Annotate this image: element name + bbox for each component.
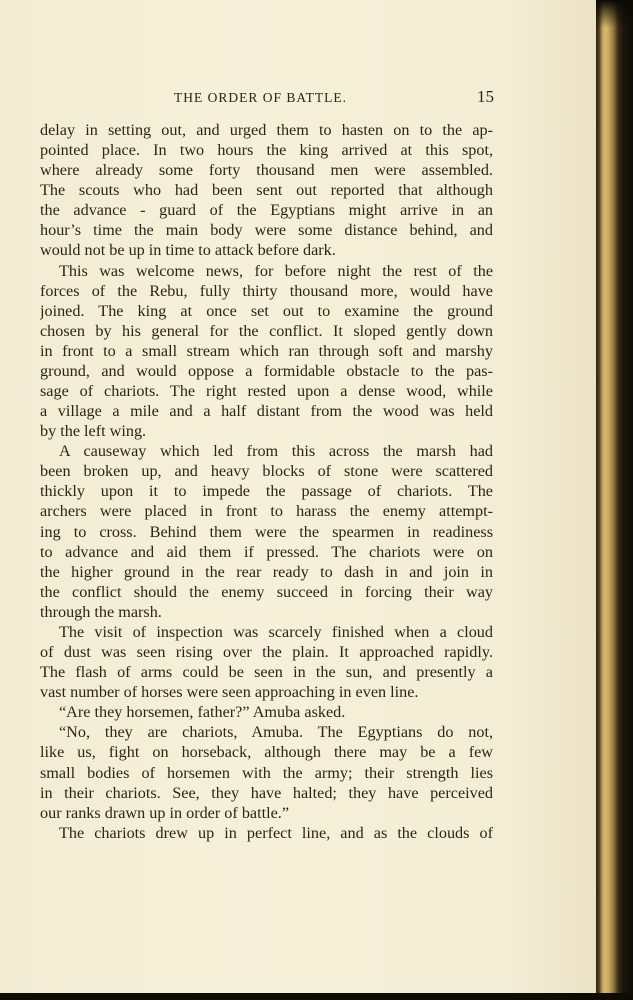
page-number: 15 bbox=[477, 87, 494, 106]
text-line: through the marsh. bbox=[40, 602, 162, 621]
text-line: would not be up in time to attack before dark. bbox=[40, 241, 336, 260]
text-line: in their chariots. See, they have halted; they have perceived bbox=[40, 783, 493, 802]
text-line: This was welcome news, for before night the rest of the bbox=[59, 261, 493, 280]
text-line: thickly upon it to impede the passage of chariots. The bbox=[40, 482, 493, 501]
text-line: “Are they horsemen, father?” Amuba asked. bbox=[59, 703, 346, 722]
text-line: ing to cross. Behind them were the spearmen in readiness bbox=[40, 522, 493, 541]
text-line: in front to a small stream which ran through soft and marshy bbox=[40, 341, 493, 360]
text-line: The scouts who had been sent out reported that although bbox=[40, 181, 493, 200]
text-line: where already some forty thousand men were assembled. bbox=[40, 161, 493, 180]
text-line: ground, and would oppose a formidable obstacle to the pas- bbox=[40, 361, 493, 380]
text-line: the conflict should the enemy succeed in forcing their way bbox=[40, 582, 493, 601]
text-line: joined. The king at once set out to examine the ground bbox=[40, 301, 493, 320]
text-line: delay in setting out, and urged them to hasten on to the ap- bbox=[40, 121, 493, 139]
text-line: sage of chariots. The right rested upon a dense wood, while bbox=[40, 382, 493, 401]
running-head-title: THE ORDER OF BATTLE. bbox=[174, 90, 347, 105]
text-line: been broken up, and heavy blocks of stone were scattered bbox=[40, 462, 493, 481]
text-line: forces of the Rebu, fully thirty thousand more, would have bbox=[40, 281, 493, 300]
text-line: the advance - guard of the Egyptians might arrive in an bbox=[40, 201, 493, 220]
edge-shadow bbox=[596, 0, 633, 28]
text-line: pointed place. In two hours the king arrived at this spot, bbox=[40, 141, 493, 160]
text-line: our ranks drawn up in order of battle.” bbox=[40, 803, 290, 822]
text-line: a village a mile and a half distant from the wood was held bbox=[40, 402, 493, 421]
text-line: “No, they are chariots, Amuba. The Egyptians do not, bbox=[59, 723, 493, 742]
text-line: vast number of horses were seen approaching in even line. bbox=[40, 683, 419, 702]
text-line: by the left wing. bbox=[40, 422, 147, 441]
scan-bottom-border bbox=[0, 993, 633, 1000]
text-line: The flash of arms could be seen in the sun, and presently a bbox=[40, 663, 493, 682]
text-line: A causeway which led from this across the marsh had bbox=[59, 442, 493, 461]
text-line: to advance and aid them if pressed. The chariots were on bbox=[40, 542, 493, 561]
text-line: small bodies of horsemen with the army; their strength lies bbox=[40, 763, 493, 782]
text-line: chosen by his general for the conflict. It sloped gently down bbox=[40, 321, 493, 340]
text-line: The visit of inspection was scarcely finished when a cloud bbox=[59, 622, 493, 641]
text-line: The chariots drew up in perfect line, and as the clouds of bbox=[59, 823, 493, 842]
text-line: like us, fight on horseback, although there may be a few bbox=[40, 743, 493, 762]
body-text bbox=[40, 120, 493, 843]
text-line: of dust was seen rising over the plain. It approached rapidly. bbox=[40, 643, 493, 662]
book-spine-edge bbox=[596, 0, 633, 1000]
running-head bbox=[40, 88, 494, 108]
text-line: archers were placed in front to harass the enemy attempt- bbox=[40, 502, 493, 521]
text-line: hour’s time the main body were some distance behind, and bbox=[40, 221, 493, 240]
text-line: the higher ground in the rear ready to dash in and join in bbox=[40, 562, 493, 581]
